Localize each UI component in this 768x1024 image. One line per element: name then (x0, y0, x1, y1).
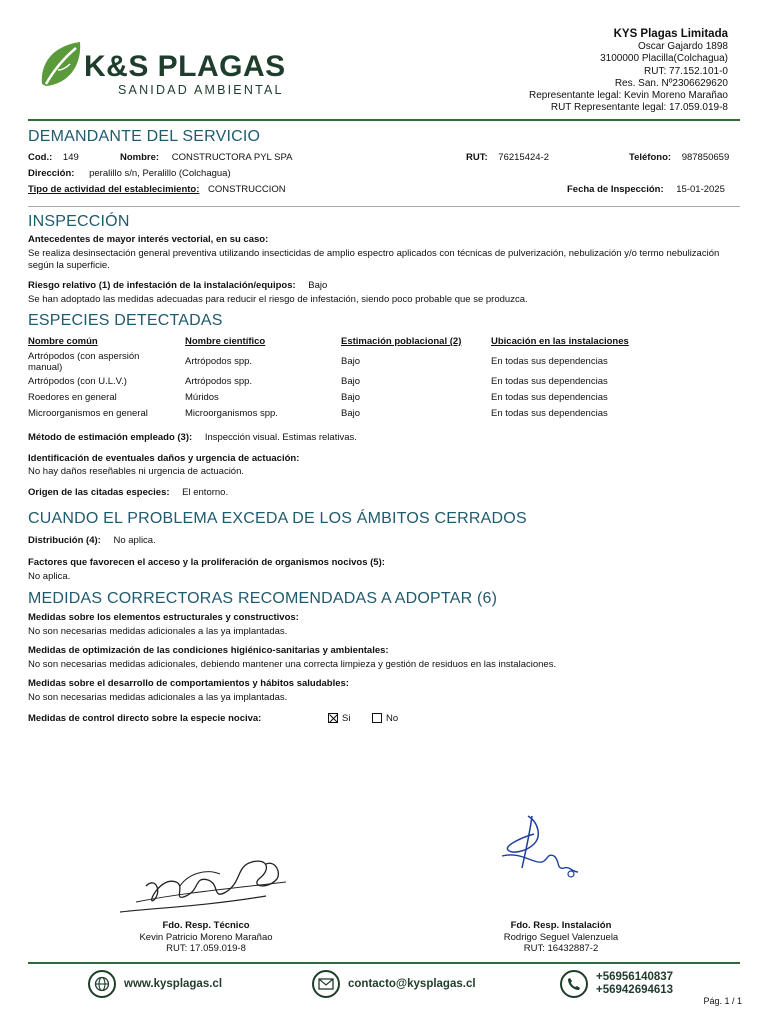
mail-icon (312, 970, 340, 998)
fecha-inspeccion-label: Fecha de Inspección: (567, 184, 664, 195)
column-header: Nombre común (28, 336, 98, 347)
si-label: Si (342, 713, 351, 724)
comportamiento-text: No son necesarias medidas adicionales a las ya implantadas. (28, 692, 288, 703)
direccion-field (28, 168, 231, 179)
globe-icon (88, 970, 116, 998)
comportamiento-label: Medidas sobre el desarrollo de comportamientos y hábitos saludables: (28, 678, 349, 689)
instalacion-signature-image (498, 812, 586, 892)
page-number: Pág. 1 / 1 (703, 996, 742, 1006)
footer-phone-2[interactable]: +56942694613 (596, 984, 674, 996)
danos-label: Identificación de eventuales daños y urgencia de actuación: (28, 453, 300, 464)
rut-field (466, 152, 549, 163)
table-cell: Artrópodos (con U.L.V.) (28, 375, 127, 387)
company-name: KYS Plagas Limitada (613, 28, 728, 40)
riesgo-text: Se han adoptado las medidas adecuadas para reducir el riesgo de infestación, siendo poco probable que se produzca. (28, 294, 528, 305)
telefono-value: 987850659 (681, 152, 730, 163)
company-line: RUT: 77.152.101-0 (644, 65, 728, 77)
direccion-label: Dirección: (28, 168, 75, 179)
section-especies-heading: ESPECIES DETECTADAS (28, 312, 223, 329)
telefono-field (629, 152, 729, 163)
tipo-actividad-label: Tipo de actividad del establecimiento: (28, 184, 200, 195)
footer-divider (28, 962, 740, 964)
higienico-label: Medidas de optimización de las condiciones higiénico-sanitarias y ambientales: (28, 645, 389, 656)
tipo-actividad-field (28, 184, 286, 195)
tecnico-title: Fdo. Resp. Técnico (162, 920, 250, 931)
no-checkbox[interactable] (372, 713, 382, 723)
column-header: Ubicación en las instalaciones (491, 336, 629, 347)
section-medidas-heading: MEDIDAS CORRECTORAS RECOMENDADAS A ADOPTAR (6) (28, 590, 498, 607)
nombre-value: CONSTRUCTORA PYL SPA (171, 152, 293, 163)
table-row (28, 389, 691, 405)
company-line: Oscar Gajardo 1898 (637, 41, 728, 52)
table-header-row (28, 334, 691, 350)
tipo-actividad-value: CONSTRUCCION (208, 184, 286, 195)
tecnico-signature-image (116, 846, 296, 918)
table-cell: Artrópodos spp. (185, 375, 253, 387)
table-cell: Bajo (341, 375, 361, 387)
factores-label: Factores que favorecen el acceso y la proliferación de organismos nocivos (5): (28, 557, 385, 568)
tecnico-rut: RUT: 17.059.019-8 (166, 943, 246, 954)
table-cell: En todas sus dependencias (491, 375, 608, 387)
fecha-inspeccion-field (567, 184, 725, 195)
table-cell: Múridos (185, 391, 219, 403)
antecedentes-text: Se realiza desinsectación general preventiva utilizando insecticidas de amplio espectro aplicados con técnicas de pulverización, nebulización y/o termo nebulización según la superficie. (28, 248, 720, 271)
tecnico-signature-block (106, 920, 306, 955)
footer-web-link[interactable]: www.kysplagas.cl (124, 978, 223, 990)
telefono-label: Teléfono: (629, 152, 672, 163)
factores-text: No aplica. (28, 571, 71, 582)
company-line: RUT Representante legal: 17.059.019-8 (550, 102, 728, 114)
company-logo (38, 38, 338, 102)
table-row (28, 405, 691, 421)
table-cell: En todas sus dependencias (491, 391, 608, 403)
logo-name: K&S PLAGAS (84, 50, 286, 83)
table-cell: Microorganismos spp. (185, 407, 278, 419)
section-divider (28, 206, 740, 207)
table-cell: Bajo (341, 356, 361, 367)
distribucion-value: No aplica. (113, 535, 156, 546)
no-label: No (386, 713, 399, 724)
distribucion-label: Distribución (4): (28, 535, 101, 546)
species-table (28, 334, 691, 421)
instalacion-rut: RUT: 16432887-2 (523, 943, 599, 954)
table-cell: Roedores en general (28, 391, 117, 403)
tecnico-name: Kevin Patricio Moreno Marañao (139, 931, 273, 943)
cod-value: 149 (62, 152, 79, 163)
rut-value: 76215424-2 (498, 152, 549, 163)
nombre-field (120, 152, 292, 163)
table-row (28, 350, 691, 373)
footer-email-link[interactable]: contacto@kysplagas.cl (348, 978, 476, 990)
si-option[interactable] (328, 713, 350, 724)
control-label-text: Medidas de control directo sobre la especie nociva: (28, 713, 262, 724)
leaf-logo-icon (38, 40, 84, 92)
table-cell: En todas sus dependencias (491, 356, 608, 367)
footer-email[interactable] (312, 970, 476, 998)
footer-phone[interactable] (560, 970, 673, 998)
origen-field (28, 487, 228, 498)
table-cell: Bajo (341, 407, 361, 419)
instalacion-title: Fdo. Resp. Instalación (510, 920, 612, 931)
si-checkbox[interactable] (328, 713, 338, 723)
footer-web[interactable] (88, 970, 222, 998)
estructurales-label: Medidas sobre los elementos estructurales y constructivos: (28, 612, 299, 623)
no-option[interactable] (372, 713, 398, 724)
section-demandante-heading: DEMANDANTE DEL SERVICIO (28, 128, 261, 145)
company-info (529, 27, 728, 115)
section-inspeccion-heading: INSPECCIÓN (28, 213, 130, 230)
direccion-value: peralillo s/n, Peralillo (Colchagua) (89, 168, 231, 179)
column-header: Estimación poblacional (2) (341, 336, 462, 347)
control-label (28, 713, 261, 724)
logo-tagline: SANIDAD AMBIENTAL (118, 83, 284, 97)
phone-icon (560, 970, 588, 998)
higienico-text: No son necesarias medidas adicionales, debiendo mantener una correcta limpieza y gestión de residuos en las instalaciones. (28, 659, 557, 670)
instalacion-signature-block (461, 920, 661, 955)
instalacion-name: Rodrigo Seguel Valenzuela (503, 931, 619, 943)
company-line: 3100000 Placilla(Colchagua) (600, 53, 728, 65)
cod-label: Cod.: (28, 152, 53, 163)
origen-label: Origen de las citadas especies: (28, 487, 170, 498)
metodo-label: Método de estimación empleado (3): (28, 432, 193, 443)
cod-field (28, 152, 79, 163)
table-cell: Microorganismos en general (28, 407, 148, 419)
origen-value: El entorno. (182, 487, 229, 498)
metodo-field (28, 432, 357, 443)
antecedentes-label: Antecedentes de mayor interés vectorial, en su caso: (28, 234, 269, 245)
company-line: Res. San. Nº2306629620 (614, 77, 728, 89)
nombre-label: Nombre: (120, 152, 160, 163)
metodo-value: Inspección visual. Estimas relativas. (204, 432, 357, 443)
fecha-inspeccion-value: 15-01-2025 (676, 184, 725, 195)
section-cuando-heading: CUANDO EL PROBLEMA EXCEDA DE LOS ÁMBITOS CERRADOS (28, 510, 527, 527)
footer-phones (596, 971, 673, 997)
riesgo-label: Riesgo relativo (1) de infestación de la instalación/equipos: (28, 280, 296, 291)
riesgo-value: Bajo (308, 280, 328, 291)
table-cell: Artrópodos (con aspersión manual) (28, 350, 140, 373)
header-divider (28, 119, 740, 121)
table-row (28, 373, 691, 389)
table-cell: En todas sus dependencias (491, 407, 608, 419)
danos-text: No hay daños reseñables ni urgencia de actuación. (28, 466, 245, 477)
company-line: Representante legal: Kevin Moreno Marañao (528, 90, 728, 102)
footer-phone-1[interactable]: +56956140837 (596, 971, 674, 983)
table-cell: Artrópodos spp. (185, 356, 253, 367)
column-header: Nombre científico (185, 336, 266, 347)
rut-label: RUT: (466, 152, 488, 163)
riesgo-field (28, 280, 327, 291)
table-cell: Bajo (341, 391, 361, 403)
estructurales-text: No son necesarias medidas adicionales a las ya implantadas. (28, 626, 288, 637)
distribucion-field (28, 535, 156, 546)
